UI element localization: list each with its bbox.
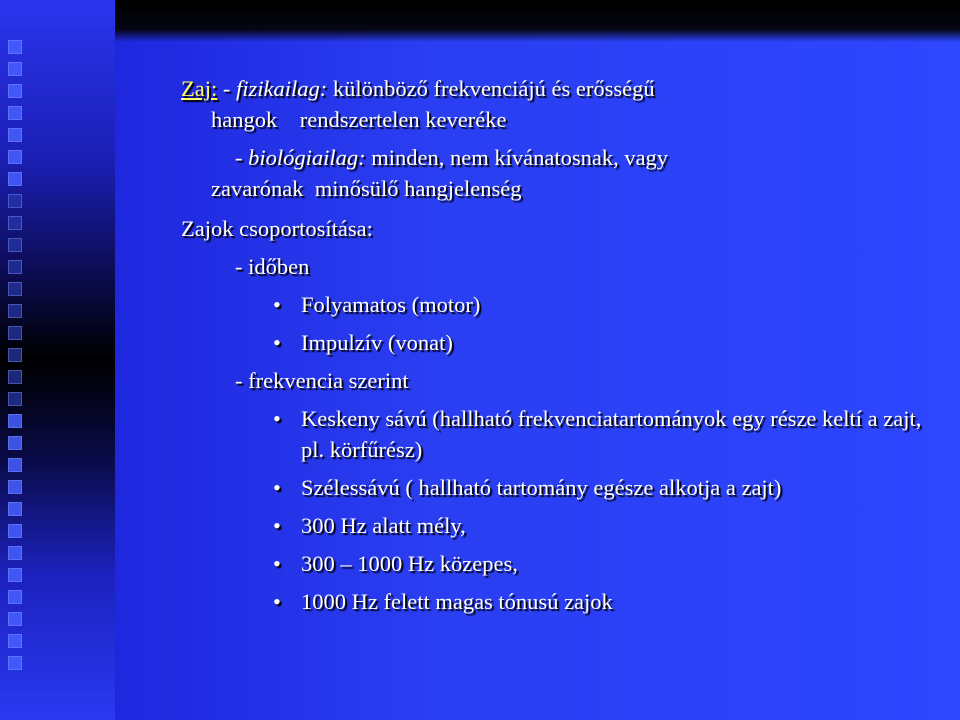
decorative-square	[8, 546, 22, 560]
decorative-square	[8, 40, 22, 54]
decorative-square	[8, 260, 22, 274]
physical-prefix: -	[217, 76, 236, 101]
decorative-square	[8, 458, 22, 472]
decorative-square	[8, 172, 22, 186]
decorative-square	[8, 524, 22, 538]
definition-physical	[181, 73, 931, 135]
decorative-square	[8, 150, 22, 164]
left-decorative-strip	[0, 0, 115, 720]
decorative-square	[8, 326, 22, 340]
decorative-square	[8, 62, 22, 76]
grouping-title: Zajok csoportosítása:	[181, 216, 373, 241]
decorative-square	[8, 612, 22, 626]
slide-content	[181, 73, 931, 617]
decorative-square	[8, 84, 22, 98]
decorative-square	[8, 480, 22, 494]
decorative-square	[8, 348, 22, 362]
list-item	[181, 403, 931, 465]
group-title-frequency: - frekvencia szerint	[235, 368, 409, 393]
list-item-text: 300 Hz alatt mély,	[301, 513, 466, 538]
decorative-square	[8, 194, 22, 208]
physical-text-line2: hangok rendszertelen keveréke	[211, 107, 507, 132]
biological-prefix: -	[235, 145, 249, 170]
decorative-square	[8, 304, 22, 318]
definition-physical-line1	[181, 73, 931, 104]
decorative-square	[8, 656, 22, 670]
list-item-text: Keskeny sávú (hallható frekvenciatartományok egy része keltí a zajt, pl. körfűrész)	[301, 406, 922, 462]
decorative-square	[8, 282, 22, 296]
bullet-icon: •	[273, 513, 281, 538]
list-item-text: 1000 Hz felett magas tónusú zajok	[301, 589, 613, 614]
list-item-text: Szélessávú ( hallható tartomány egésze alkotja a zajt)	[301, 475, 782, 500]
bullet-icon: •	[273, 330, 281, 355]
bullet-icon: •	[273, 406, 281, 431]
list-item-text: Folyamatos (motor)	[301, 292, 481, 317]
list-item	[181, 548, 931, 579]
biological-text-line1: minden, nem kívánatosnak, vagy	[365, 145, 669, 170]
bullet-icon: •	[273, 589, 281, 614]
decorative-square	[8, 216, 22, 230]
decorative-square	[8, 106, 22, 120]
decorative-square	[8, 502, 22, 516]
decorative-square	[8, 634, 22, 648]
decorative-square	[8, 590, 22, 604]
bullet-icon: •	[273, 551, 281, 576]
physical-term: fizikailag:	[235, 76, 328, 101]
decorative-square	[8, 392, 22, 406]
definition-biological-line1	[181, 142, 931, 173]
decorative-square	[8, 436, 22, 450]
physical-text-line1: különböző frekvenciájú és erősségű	[327, 76, 655, 101]
list-item-text: 300 – 1000 Hz közepes,	[301, 551, 518, 576]
list-item	[181, 327, 931, 358]
decorative-square	[8, 128, 22, 142]
list-item	[181, 510, 931, 541]
zaj-label: Zaj:	[181, 76, 218, 101]
top-dark-band	[0, 0, 960, 42]
group-title-time: - időben	[235, 254, 310, 279]
list-item	[181, 472, 931, 503]
biological-term: biológiailag:	[248, 145, 366, 170]
decorative-square	[8, 238, 22, 252]
list-item-text: Impulzív (vonat)	[301, 330, 453, 355]
definition-biological	[181, 142, 931, 204]
decorative-square	[8, 414, 22, 428]
decorative-square-column	[8, 40, 22, 670]
biological-text-line2: zavarónak minősülő hangjelenség	[211, 176, 522, 201]
list-item	[181, 586, 931, 617]
bullet-icon: •	[273, 475, 281, 500]
list-item	[181, 289, 931, 320]
decorative-square	[8, 370, 22, 384]
bullet-icon: •	[273, 292, 281, 317]
decorative-square	[8, 568, 22, 582]
